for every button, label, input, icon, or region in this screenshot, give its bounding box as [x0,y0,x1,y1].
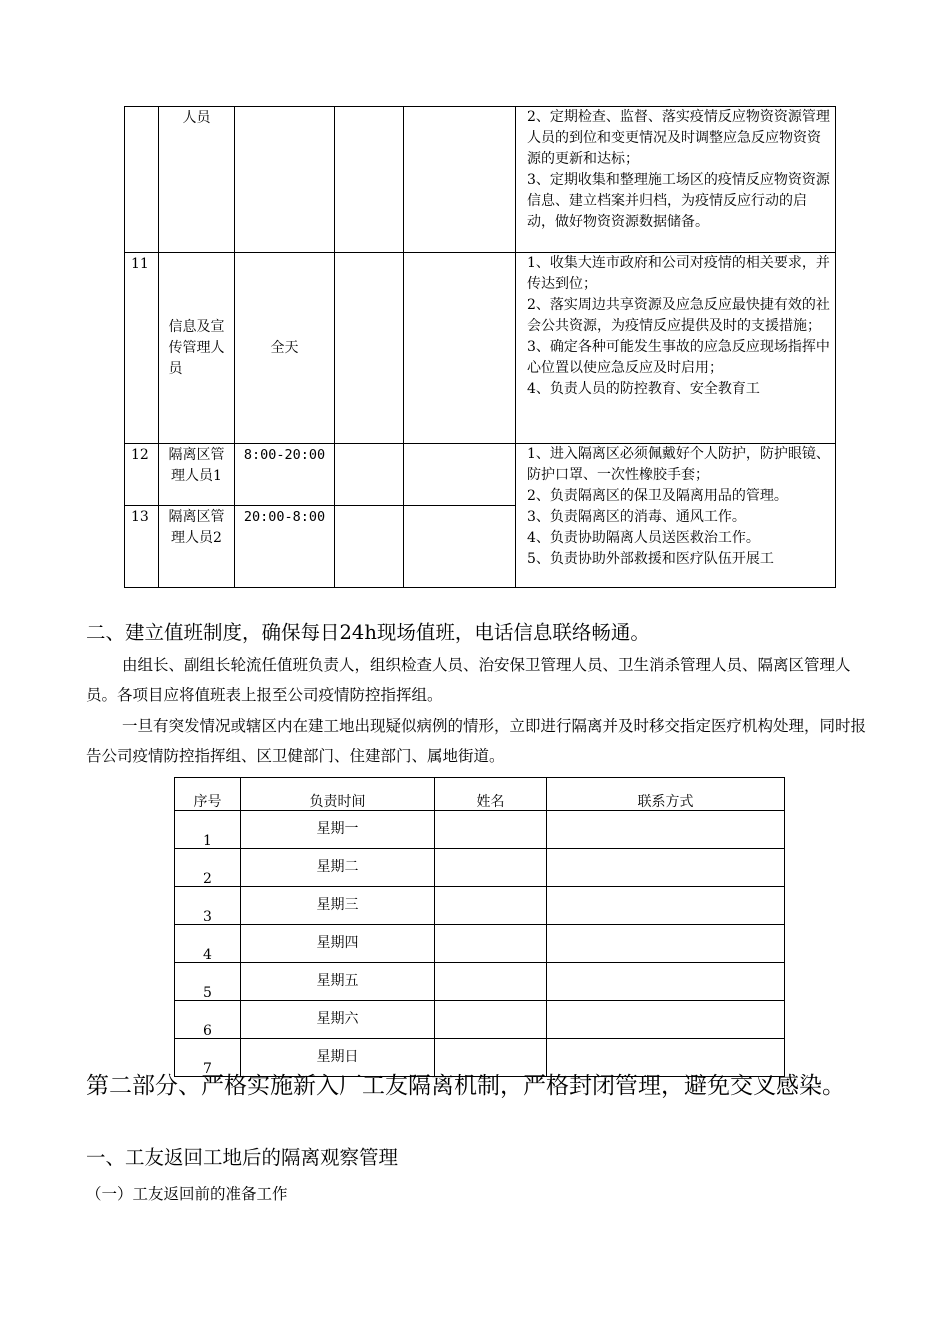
table-row [175,963,785,1001]
day-cell: 星期一 [241,811,435,849]
contact-cell [547,925,785,963]
role-cell: 隔离区管理人员2 [159,506,235,588]
name-cell [435,963,547,1001]
column-header: 负责时间 [241,778,435,811]
contact-cell [547,963,785,1001]
column-header: 序号 [175,778,241,811]
time-cell [235,107,335,253]
duty-item: 1、收集大连市政府和公司对疫情的相关要求，并传达到位； [527,255,830,292]
table-row [175,811,785,849]
day-cell: 星期四 [241,925,435,963]
empty-cell [335,253,404,444]
empty-cell [335,506,404,588]
duty-item: 2、落实周边共享资源及应急反应最快捷有效的社会公共资源，为疫情反应提供及时的支援措施； [527,297,830,334]
sub-subsection-heading: （一）工友返回前的准备工作 [86,1185,288,1203]
contact-cell [547,887,785,925]
role-cell: 隔离区管理人员1 [159,444,235,506]
subsection-heading: 一、工友返回工地后的隔离观察管理 [86,1146,399,1169]
part2-heading: 第二部分、严格实施新入厂工友隔离机制，严格封闭管理，避免交叉感染。 [86,1073,845,1099]
table-row [175,849,785,887]
duty-item: 5、负责协助外部救援和医疗队伍开展工 [527,551,774,567]
table-row [125,107,836,253]
name-cell [435,811,547,849]
contact-cell [547,811,785,849]
empty-cell [404,253,516,444]
table-row [175,925,785,963]
duties-cell [516,107,836,253]
time-cell: 8:00-20:00 [235,444,335,506]
column-header: 联系方式 [547,778,785,811]
name-cell [435,1001,547,1039]
duty-item: 3、确定各种可能发生事故的应急反应现场指挥中心位置以使应急反应及时启用； [527,339,830,376]
day-cell: 星期三 [241,887,435,925]
seq-cell: 2 [175,849,241,887]
duty-item: 1、进入隔离区必须佩戴好个人防护，防护眼镜、防护口罩、一次性橡胶手套； [527,446,830,483]
contact-cell [547,849,785,887]
table-row [175,1001,785,1039]
seq-cell: 4 [175,925,241,963]
empty-cell [404,506,516,588]
empty-cell [404,444,516,506]
duty-item: 2、负责隔离区的保卫及隔离用品的管理。 [527,488,788,504]
time-cell: 20:00-8:00 [235,506,335,588]
duty-item: 4、负责协助隔离人员送医救治工作。 [527,530,760,546]
seq-cell: 6 [175,1001,241,1039]
row-number: 11 [125,253,159,444]
day-cell: 星期二 [241,849,435,887]
contact-cell [547,1001,785,1039]
shared-duties-cell [516,444,836,588]
paragraph: 一旦有突发情况或辖区内在建工地出现疑似病例的情形，立即进行隔离并及时移交指定医疗机构处理，同时报告公司疫情防控指挥组、区卫健部门、住建部门、属地街道。 [86,717,867,765]
empty-cell [335,107,404,253]
section2-heading: 二、建立值班制度，确保每日24h现场值班，电话信息联络畅通。 [86,621,650,644]
duty-item: 2、定期检查、监督、落实疫情反应物资资源管理人员的到位和变更情况及时调整应急反应物资资源的更新和达标； [527,109,830,167]
name-cell [435,887,547,925]
day-cell: 星期日 [241,1039,435,1077]
day-cell: 星期五 [241,963,435,1001]
table-row [125,253,836,444]
table-row [175,887,785,925]
duty-item: 3、定期收集和整理施工场区的疫情反应物资资源信息、建立档案并归档，为疫情反应行动的启动，做好物资资源数据储备。 [527,172,830,230]
duty-item: 3、负责隔离区的消毒、通风工作。 [527,509,746,525]
table-header-row [175,778,785,811]
role-cell: 信息及宣传管理人员 [159,253,235,444]
role-cell: 人员 [159,107,235,253]
row-number: 13 [125,506,159,588]
seq-cell: 3 [175,887,241,925]
name-cell [435,925,547,963]
time-cell: 全天 [235,253,335,444]
day-cell: 星期六 [241,1001,435,1039]
row-number: 12 [125,444,159,506]
empty-cell [404,107,516,253]
duty-item: 4、负责人员的防控教育、安全教育工 [527,381,760,397]
seq-cell: 5 [175,963,241,1001]
empty-cell [335,444,404,506]
responsibility-table [124,106,836,588]
seq-cell: 1 [175,811,241,849]
paragraph: 由组长、副组长轮流任值班负责人，组织检查人员、治安保卫管理人员、卫生消杀管理人员、隔离区管理人员。各项目应将值班表上报至公司疫情防控指挥组。 [86,656,851,704]
duties-cell [516,253,836,444]
row-number [125,107,159,253]
column-header: 姓名 [435,778,547,811]
name-cell [435,849,547,887]
table-row [125,444,836,506]
duty-roster-table [174,777,785,1077]
seq-cell: 7 [175,1039,241,1077]
